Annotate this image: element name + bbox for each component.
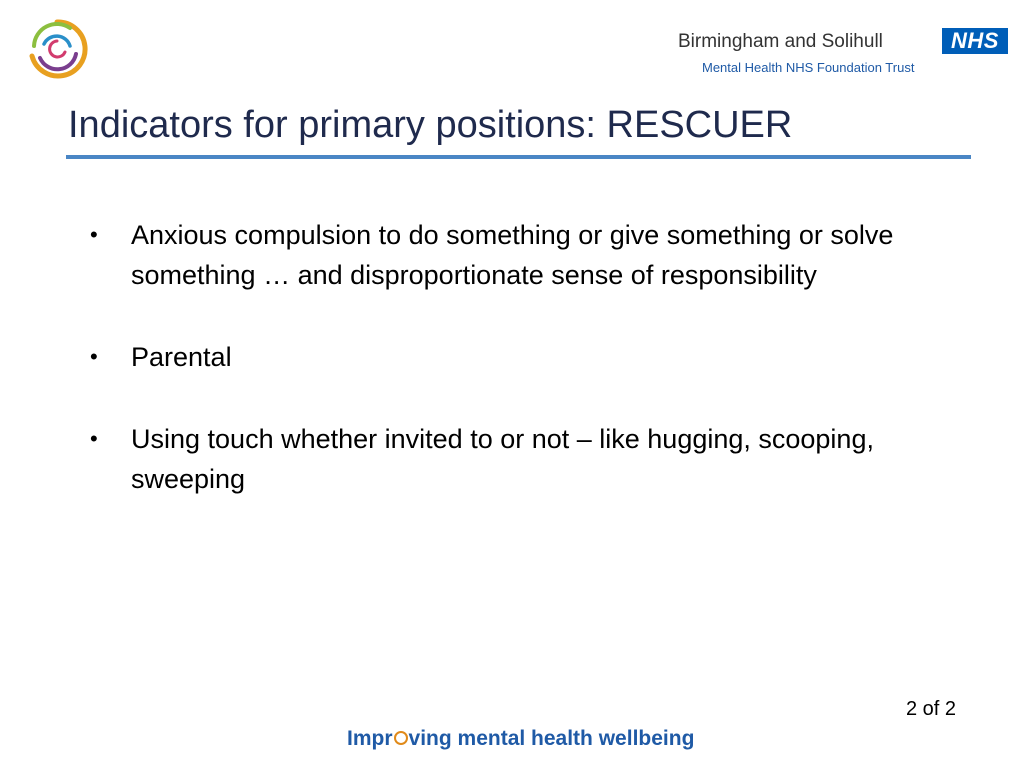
bullet-marker: • [90, 222, 98, 247]
bullet-text: Using touch whether invited to or not – like hugging, scooping, sweeping [131, 424, 874, 494]
bullet-item-touch [84, 419, 954, 499]
tagline-part-2: ving mental health wellbeing [408, 727, 695, 750]
nhs-badge: NHS [942, 28, 1008, 54]
footer-tagline [347, 727, 694, 751]
spiral-o-icon [394, 731, 408, 745]
page-number: 2 of 2 [905, 698, 956, 720]
title-underline [66, 155, 971, 159]
bullet-text: Anxious compulsion to do something or give something or solve something … and disproportionate sense of responsibility [131, 220, 894, 290]
bullet-marker: • [90, 426, 98, 451]
tagline-part-1: Impr [347, 727, 393, 750]
bullet-list [84, 215, 954, 499]
bullet-marker: • [90, 344, 98, 369]
trust-subtitle: Mental Health NHS Foundation Trust [702, 60, 915, 75]
bullet-item-compulsion [84, 215, 954, 295]
slide-title: Indicators for primary positions: RESCUER [68, 104, 793, 146]
spiral-logo-icon [26, 18, 88, 80]
bullet-text: Parental [131, 342, 232, 372]
bullet-item-parental [84, 337, 954, 377]
trust-logo [678, 28, 1008, 78]
trust-name: Birmingham and Solihull [678, 31, 883, 52]
